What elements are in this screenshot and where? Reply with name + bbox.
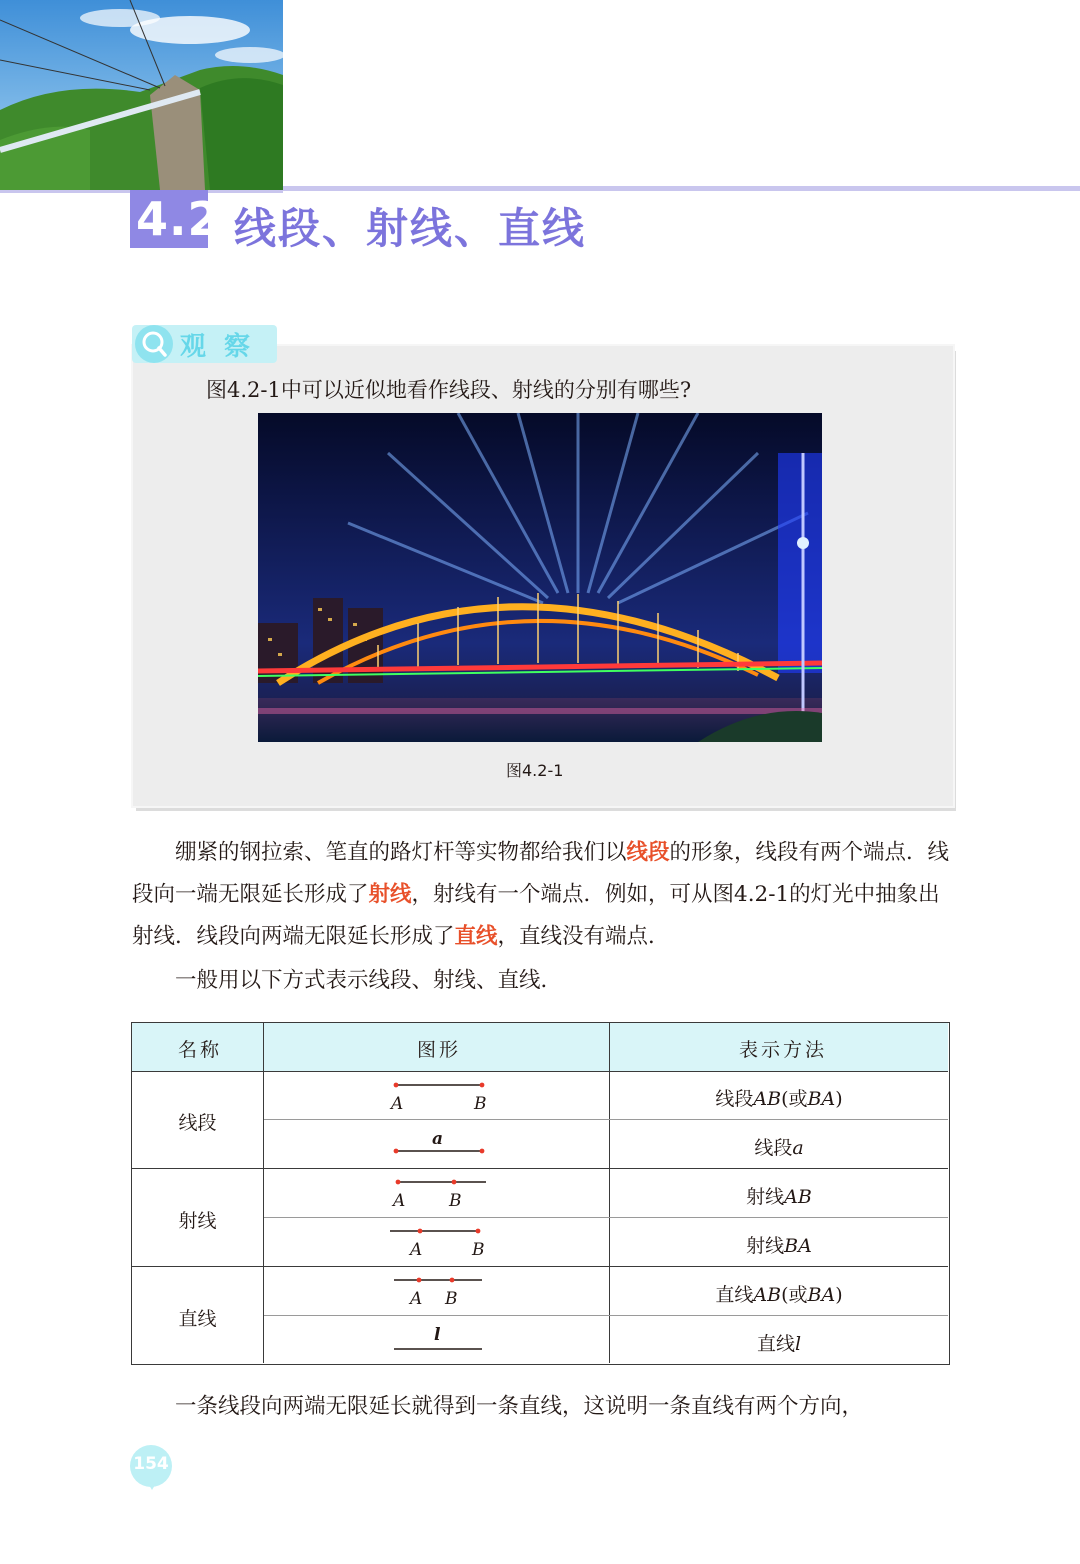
keyword-ray: 射线 xyxy=(368,882,412,907)
section-title: 线段、射线、直线 xyxy=(234,204,587,253)
closing-paragraph xyxy=(132,1386,952,1428)
paragraph-text: 绷紧的钢拉索、笔直的路灯杆等实物都给我们以 xyxy=(175,840,627,865)
point-label: B xyxy=(474,1094,487,1114)
point-label: A xyxy=(393,1191,406,1211)
category-ray: 射线 xyxy=(178,1210,217,1232)
notation-cell: 射线BA xyxy=(746,1235,812,1257)
page-number-badge-tail xyxy=(146,1480,158,1490)
point-label: B xyxy=(445,1289,458,1309)
line-l-figure xyxy=(264,1315,609,1363)
notation-cell: 线段a xyxy=(754,1137,804,1159)
notation-cell: 射线AB xyxy=(746,1186,812,1208)
keyword-segment: 线段 xyxy=(626,840,670,865)
point-label: B xyxy=(472,1240,485,1260)
segment-label: a xyxy=(432,1129,444,1149)
segment-a-figure xyxy=(264,1119,609,1167)
category-segment: 线段 xyxy=(178,1112,217,1134)
line-label: l xyxy=(434,1325,441,1345)
ray-ba-figure xyxy=(264,1217,609,1265)
point-label: A xyxy=(391,1094,404,1114)
point-label: A xyxy=(410,1240,423,1260)
notation-cell: 直线l xyxy=(756,1333,802,1355)
figure-caption: 图4.2-1 xyxy=(506,761,564,780)
observe-label: 观察 xyxy=(180,332,269,362)
table-header-notation: 表示方法 xyxy=(739,1039,828,1061)
notation-cell: 直线AB(或BA) xyxy=(715,1284,843,1306)
category-line: 直线 xyxy=(178,1308,217,1330)
point-label: B xyxy=(449,1191,462,1211)
notation-cell: 线段AB(或BA) xyxy=(715,1088,843,1110)
paragraph-text: 一般用以下方式表示线段、射线、直线． xyxy=(175,968,563,993)
ray-ab-figure xyxy=(264,1168,609,1216)
page-number: 154 xyxy=(133,1454,169,1474)
intro-paragraph xyxy=(132,960,952,1002)
notation-table xyxy=(131,1022,950,1365)
line-ab-figure xyxy=(264,1266,609,1314)
paragraph-text: ，射线有一个端点．例如，可从图4.2-1的灯光中抽象出射线．线段向两端无限延长形成了 xyxy=(132,882,940,949)
section-number-badge xyxy=(130,190,221,248)
segment-ab-figure xyxy=(264,1071,609,1119)
magnifier-icon xyxy=(134,324,174,364)
table-header-name: 名称 xyxy=(178,1039,223,1061)
definition-paragraph xyxy=(132,832,952,958)
paragraph-text: ，直线没有端点． xyxy=(497,924,670,949)
header-photo xyxy=(0,0,283,190)
section-number: 4.2 xyxy=(136,192,221,246)
bridge-night-photo xyxy=(258,413,822,742)
keyword-line: 直线 xyxy=(454,924,498,949)
paragraph-text: 一条线段向两端无限延长就得到一条直线，这说明一条直线有两个方向， xyxy=(175,1394,864,1419)
observe-question: 图4.2-1中可以近似地看作线段、射线的分别有哪些? xyxy=(206,378,692,402)
header-rule xyxy=(283,186,1080,191)
point-label: A xyxy=(410,1289,423,1309)
table-header-figure: 图形 xyxy=(417,1039,462,1061)
paragraph-text: 的形象，线段有两个端点．线段向一端无限延长形成了 xyxy=(132,840,950,907)
